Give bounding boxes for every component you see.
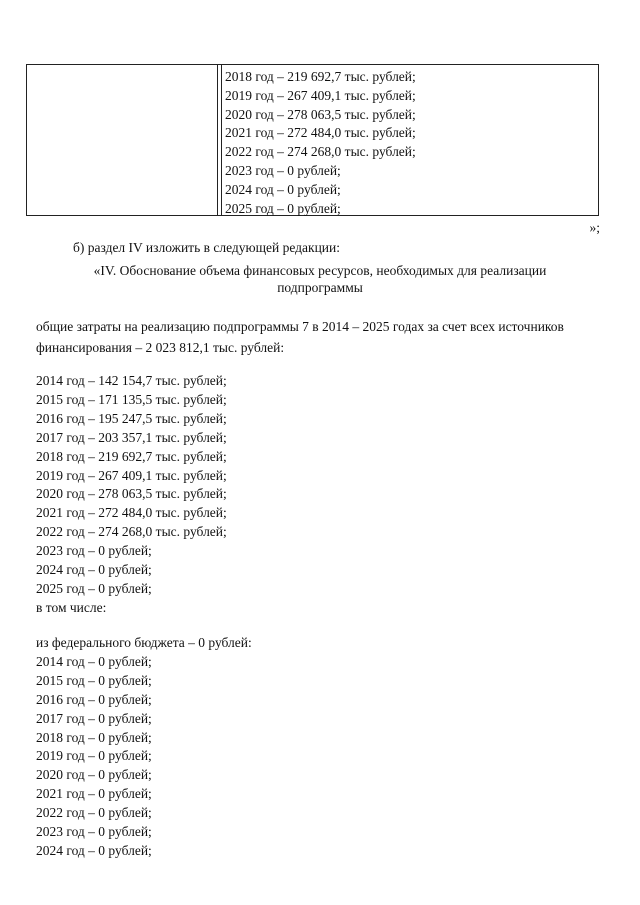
list-item: 2023 год – 0 рублей; <box>36 543 152 559</box>
list-item: 2019 год – 0 рублей; <box>36 748 152 764</box>
list-item: 2023 год – 0 рублей; <box>36 824 152 840</box>
item-b-instruction: б) раздел IV изложить в следующей редакции: <box>73 240 341 255</box>
table-line: 2019 год – 267 409,1 тыс. рублей; <box>225 87 416 103</box>
list-item: 2022 год – 274 268,0 тыс. рублей; <box>36 524 227 540</box>
table-line: 2022 год – 274 268,0 тыс. рублей; <box>225 144 416 160</box>
list-item: 2017 год – 0 рублей; <box>36 710 152 726</box>
list-item: 2020 год – 0 рублей; <box>36 767 152 783</box>
list-item: в том числе: <box>36 599 107 615</box>
closing-quote-mark: »; <box>589 220 600 235</box>
table-line: 2025 год – 0 рублей; <box>225 200 341 216</box>
list-item: 2014 год – 142 154,7 тыс. рублей; <box>36 373 227 388</box>
list-item: 2021 год – 0 рублей; <box>36 786 152 802</box>
table-line: 2023 год – 0 рублей; <box>225 162 341 178</box>
list-item: 2014 год – 0 рублей; <box>36 653 152 669</box>
federal-budget-title: из федерального бюджета – 0 рублей: <box>36 635 252 650</box>
list-item: 2022 год – 0 рублей; <box>36 805 152 821</box>
list-item: 2024 год – 0 рублей; <box>36 562 152 578</box>
list-item: 2020 год – 278 063,5 тыс. рублей; <box>36 486 227 502</box>
section-heading-line2: подпрограммы <box>277 280 363 295</box>
list-item: 2015 год – 0 рублей; <box>36 672 152 688</box>
list-item: 2019 год – 267 409,1 тыс. рублей; <box>36 467 227 483</box>
list-item: 2016 год – 195 247,5 тыс. рублей; <box>36 410 227 426</box>
list-item: 2025 год – 0 рублей; <box>36 580 152 596</box>
list-item: 2024 год – 0 рублей; <box>36 842 152 858</box>
table-column-divider <box>217 65 218 215</box>
table-column-divider-inner <box>221 65 222 215</box>
table-funding-cell <box>225 68 416 218</box>
list-item: 2018 год – 0 рублей; <box>36 729 152 745</box>
totals-by-year-list <box>36 372 227 618</box>
total-paragraph-line1: общие затраты на реализацию подпрограммы 7 в 2014 – 2025 годах за счет всех источников <box>36 319 564 334</box>
federal-budget-list <box>36 634 252 861</box>
total-paragraph <box>36 316 616 358</box>
table-line: 2018 год – 219 692,7 тыс. рублей; <box>225 69 416 84</box>
list-item: 2018 год – 219 692,7 тыс. рублей; <box>36 448 227 464</box>
list-item: 2017 год – 203 357,1 тыс. рублей; <box>36 429 227 445</box>
table-line: 2021 год – 272 484,0 тыс. рублей; <box>225 125 416 141</box>
list-item: 2015 год – 171 135,5 тыс. рублей; <box>36 391 227 407</box>
section-heading-line1: «IV. Обоснование объема финансовых ресурсов, необходимых для реализации <box>93 263 547 278</box>
total-paragraph-line2: финансирования – 2 023 812,1 тыс. рублей: <box>36 340 285 355</box>
table-line: 2024 год – 0 рублей; <box>225 181 341 197</box>
funding-table <box>26 64 599 216</box>
list-item: 2021 год – 272 484,0 тыс. рублей; <box>36 505 227 521</box>
list-item: 2016 год – 0 рублей; <box>36 691 152 707</box>
table-line: 2020 год – 278 063,5 тыс. рублей; <box>225 106 416 122</box>
